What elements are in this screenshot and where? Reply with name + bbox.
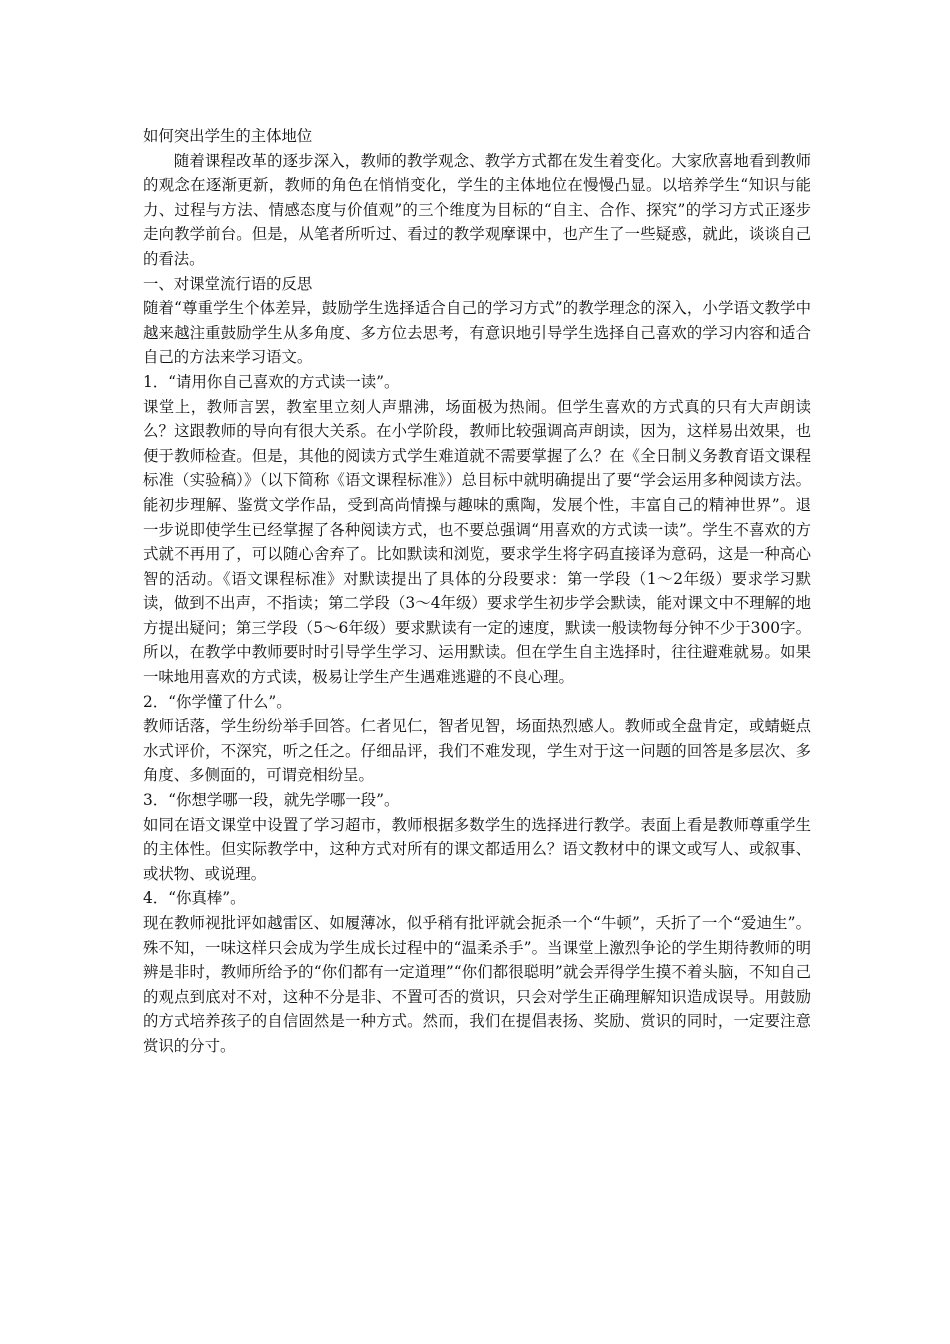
document-title: 如何突出学生的主体地位 [143, 127, 313, 145]
intro-paragraph: 随着课程改革的逐步深入，教师的教学观念、教学方式都在发生着变化。大家欣喜地看到教师的观念在逐渐更新，教师的角色在悄悄变化，学生的主体地位在慢慢凸显。以培养学生“知识与能力、过程与方法、情感态度与价值观”的三个维度为目标的“自主、合作、探究”的学习方式正逐步走向教学前台。但是，从笔者所听过、看过的教学观摩课中，也产生了一些疑惑，就此，谈谈自己的看法。 [143, 151, 811, 268]
item-4-body: 现在教师视批评如越雷区、如履薄冰，似乎稍有批评就会扼杀一个“牛顿”，夭折了一个“爱迪生”。殊不知，一味这样只会成为学生成长过程中的“温柔杀手”。当课堂上激烈争论的学生期待教师的明辨是非时，教师所给予的“你们都有一定道理”“你们都很聪明”就会弄得学生摸不着头脑，不知自己的观点到底对不对，这种不分是非、不置可否的赏识，只会对学生正确理解知识造成误导。用鼓励的方式培养孩子的自信固然是一种方式。然而，我们在提倡表扬、奖励、赏识的同时，一定要注意赏识的分寸。 [143, 914, 811, 1055]
item-1-body: 课堂上，教师言罢，教室里立刻人声鼎沸，场面极为热闹。但学生喜欢的方式真的只有大声朗读么？这跟教师的导向有很大关系。在小学阶段，教师比较强调高声朗读，因为，这样易出效果，也便于教师检查。但是，其他的阅读方式学生难道就不需要掌握了么？在《全日制义务教育语文课程标准（实验稿）》（以下简称《语文课程标准》）总目标中就明确提出了要“学会运用多种阅读方法。能初步理解、鉴赏文学作品，受到高尚情操与趣味的熏陶，发展个性，丰富自己的精神世界”。退一步说即使学生已经掌握了各种阅读方式，也不要总强调“用喜欢的方式读一读”。学生不喜欢的方式就不再用了，可以随心舍弃了。比如默读和浏览，要求学生将字码直接译为意码，这是一种高心智的活动。《语文课程标准》对默读提出了具体的分段要求：第一学段（1～2年级）要求学习默读，做到不出声，不指读；第二学段（3～4年级）要求学生初步学会默读，能对课文中不理解的地方提出疑问；第三学段（5～6年级）要求默读有一定的速度，默读一般读物每分钟不少于300字。所以，在教学中教师要时时引导学生学习、运用默读。但在学生自主选择时，往往避难就易。如果一味地用喜欢的方式读，极易让学生产生遇难逃避的不良心理。 [143, 397, 811, 687]
item-3-body: 如同在语文课堂中设置了学习超市，教师根据多数学生的选择进行教学。表面上看是教师尊重学生的主体性。但实际教学中，这种方式对所有的课文都适用么？语文教材中的课文或写人、或叙事、或状物、或说理。 [143, 815, 811, 883]
section-heading: 一、对课堂流行语的反思 [143, 274, 313, 293]
section-intro-paragraph: 随着“尊重学生个体差异，鼓励学生选择适合自己的学习方式”的教学理念的深入，小学语文教学中越来越注重鼓励学生从多角度、多方位去思考，有意识地引导学生选择自己喜欢的学习内容和适合自己的方法来学习语文。 [143, 299, 811, 367]
item-4-heading: 4．“你真棒”。 [143, 889, 246, 908]
item-3-heading: 3．“你想学哪一段，就先学哪一段”。 [143, 791, 400, 810]
document-page [143, 124, 811, 1059]
item-1-heading: 1．“请用你自己喜欢的方式读一读”。 [143, 372, 400, 391]
item-2-heading: 2．“你学懂了什么”。 [143, 692, 292, 711]
item-2-body: 教师话落，学生纷纷举手回答。仁者见仁，智者见智，场面热烈感人。教师或全盘肯定，或蜻蜓点水式评价，不深究，听之任之。仔细品评，我们不难发现，学生对于这一问题的回答是多层次、多角度、多侧面的，可谓竞相纷呈。 [143, 717, 811, 785]
